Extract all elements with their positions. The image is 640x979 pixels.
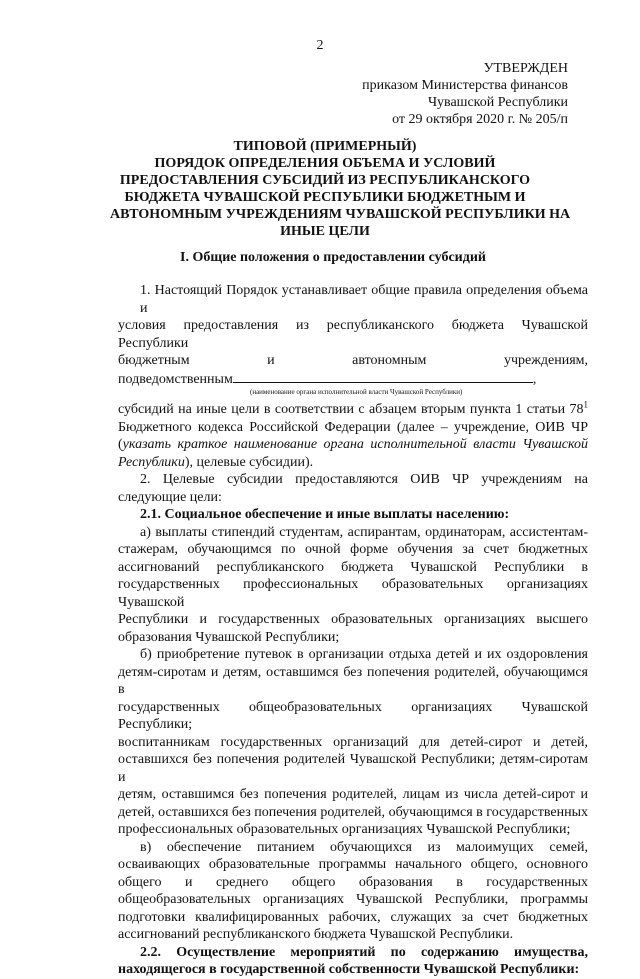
- text-line: стажерам, обучающимся по очной форме обучения за счет бюджетных: [118, 542, 588, 557]
- subsection-heading: 2.1. Социальное обеспечение и иные выплаты населению:: [140, 507, 510, 522]
- text-fragment: ,: [532, 371, 537, 387]
- text-line: детям-сиротам и детям, оставшимся без попечения родителей, обучающимся в: [118, 664, 588, 697]
- approval-line: от 29 октября 2020 г. № 205/п: [392, 112, 568, 127]
- subsection-2-2-heading: [118, 944, 588, 979]
- text-line: государственных профессиональных образовательных организациях Чувашской: [118, 577, 588, 610]
- text-line: Республики и государственных образовательных организациях высшего: [118, 612, 588, 627]
- title-line: ТИПОВОЙ (ПРИМЕРНЫЙ): [233, 139, 417, 154]
- text-line: воспитанникам государственных организаций для детей-сирот и детей,: [118, 734, 588, 750]
- title-line: ПРЕДОСТАВЛЕНИЯ СУБСИДИЙ ИЗ РЕСПУБЛИКАНСКОГО: [119, 173, 531, 188]
- text-line: ассигнований республиканского бюджета Чувашской Республики.: [118, 927, 514, 942]
- text-fragment: ), целевые субсидии).: [184, 454, 314, 470]
- text-line: бюджетным и автономным учреждениям,: [118, 353, 588, 368]
- italic-text: Республики: [118, 454, 185, 470]
- subsection-heading: 2.2. Осуществление мероприятий по содержанию имущества,: [140, 944, 588, 960]
- blank-field-caption: (наименование органа исполнительной власти Чувашской Республики): [250, 388, 463, 396]
- approval-block: [362, 60, 568, 128]
- text-line: Бюджетного кодекса Российской Федерации (далее – учреждение, ОИВ ЧР: [118, 419, 588, 435]
- italic-text: указать краткое наименование органа исполнительной власти Чувашской: [122, 437, 588, 452]
- text-line: ассигнований республиканского бюджета Чувашской Республики в: [118, 559, 588, 575]
- text-line: [118, 370, 588, 389]
- text-line: 1. Настоящий Порядок устанавливает общие правила определения объема и: [140, 283, 588, 316]
- document-title: [110, 138, 571, 240]
- superscript: 1: [583, 399, 588, 410]
- subsection-heading: находящегося в государственной собственности Чувашской Республики:: [118, 962, 580, 977]
- text-line: условия предоставления из республиканского бюджета Чувашской Республики: [118, 318, 588, 351]
- item-v: [118, 839, 588, 944]
- text-line: профессиональных образовательных организациях Чувашской Республики;: [118, 822, 571, 837]
- paragraph-1: [118, 282, 588, 471]
- paragraph-2: [118, 471, 588, 506]
- item-b: [118, 646, 588, 839]
- text-line: [118, 436, 588, 454]
- blank-field-line: [233, 370, 533, 383]
- text-line: оставшихся без попечения родителей Чувашской Республики; детям-сиротам и: [118, 752, 588, 785]
- text-line: государственных общеобразовательных организациях Чувашской Республики;: [118, 699, 588, 732]
- text-line: детей, оставшихся без попечения родителей, обучающимся в государственных: [118, 804, 588, 820]
- page-number: 2: [316, 38, 324, 53]
- item-a: [118, 524, 588, 647]
- title-line: БЮДЖЕТА ЧУВАШСКОЙ РЕСПУБЛИКИ БЮДЖЕТНЫМ И: [124, 190, 526, 205]
- text-line: подготовки квалифицированных рабочих, служащих за счет бюджетных: [118, 909, 588, 925]
- text-line: в) обеспечение питанием обучающихся из малоимущих семей,: [140, 839, 588, 855]
- text-line: а) выплаты стипендий студентам, аспирантам, ординаторам, ассистентам-: [140, 524, 588, 540]
- text-fragment: субсидий на иные цели в соответствии с абзацем вторым пункта 1 статьи 78: [118, 402, 584, 417]
- title-line: АВТОНОМНЫМ УЧРЕЖДЕНИЯМ ЧУВАШСКОЙ РЕСПУБЛИКИ НА: [110, 207, 571, 222]
- approval-line: приказом Министерства финансов: [362, 78, 568, 93]
- text-fragment: (: [118, 437, 123, 452]
- text-line: следующие цели:: [118, 489, 222, 505]
- text-line: осваивающих образовательные программы начального общего, основного: [118, 857, 588, 872]
- title-line: ИНЫЕ ЦЕЛИ: [280, 224, 370, 239]
- text-line: [118, 401, 588, 419]
- section-heading: I. Общие положения о предоставлении субсидий: [180, 250, 486, 265]
- text-line: [118, 454, 588, 472]
- text-line: детям, оставшимся без попечения родителей, лицам из числа детей-сирот и: [118, 787, 588, 802]
- text-line: образования Чувашской Республики;: [118, 629, 340, 645]
- text-line: общеобразовательных организациях Чувашской Республики, программы: [118, 892, 588, 907]
- subsection-2-1-heading: [118, 506, 588, 524]
- approval-line: Чувашской Республики: [427, 95, 568, 110]
- text-fragment: подведомственным: [118, 371, 233, 387]
- title-line: ПОРЯДОК ОПРЕДЕЛЕНИЯ ОБЪЕМА И УСЛОВИЙ: [154, 156, 496, 171]
- text-line: общего и среднего общего образования в государственных: [118, 874, 588, 890]
- text-line: 2. Целевые субсидии предоставляются ОИВ ЧР учреждениям на: [140, 472, 588, 487]
- text-line: б) приобретение путевок в организации отдыха детей и их оздоровления: [140, 647, 588, 662]
- document-body: [118, 282, 588, 979]
- approval-line: УТВЕРЖДЕН: [483, 61, 568, 76]
